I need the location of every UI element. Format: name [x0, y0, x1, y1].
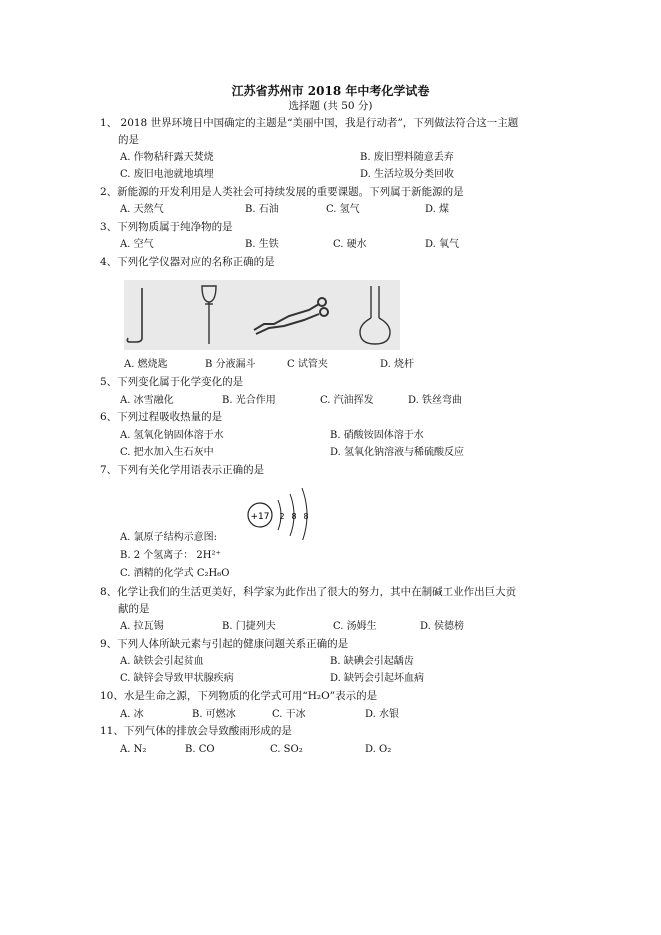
option-b: B. 石油	[245, 204, 279, 215]
option-b: B. 生铁	[245, 239, 279, 250]
option-d: D. 氧气	[425, 239, 460, 250]
option-d: D. 氢氧化钠溶液与稀硫酸反应	[330, 447, 465, 458]
question-stem: 10、水是生命之源，下列物质的化学式可用“H₂O”表示的是	[100, 690, 378, 702]
question-stem: 4、下列化学仪器对应的名称正确的是	[100, 256, 275, 268]
question-stem: 1、 2018 世界环境日中国确定的主题是“美丽中国，我是行动者”，下列做法符合这一主题	[100, 117, 519, 129]
shell-electrons-3: 8	[303, 512, 309, 521]
option-c: C. 缺锌会导致甲状腺疾病	[120, 673, 234, 684]
exam-title: 江苏省苏州市 2018 年中考化学试卷	[231, 84, 430, 98]
lab-instruments-drawing	[124, 280, 400, 350]
option-d: D. 烧杆	[380, 359, 415, 370]
question-stem: 11、下列气体的排放会导致酸雨形成的是	[100, 725, 292, 737]
question-stem-continued: 献的是	[118, 603, 150, 615]
option-a: A. 空气	[120, 239, 154, 250]
option-d: D. 侯德榜	[420, 621, 465, 632]
lab-instruments-figure	[124, 280, 400, 350]
option-a: A. 冰	[120, 709, 144, 720]
option-c: C. SO₂	[270, 744, 303, 755]
option-c: C. 硬水	[333, 239, 367, 250]
option-d: D. 煤	[425, 204, 450, 215]
shell-electrons-1: 2	[279, 512, 285, 521]
option-a: A. 氯原子结构示意图:	[120, 532, 217, 543]
option-c: C. 汽油挥发	[320, 395, 374, 406]
chlorine-atom-diagram	[240, 480, 320, 540]
separatory-funnel-icon	[202, 286, 216, 344]
option-a: A. N₂	[120, 744, 147, 755]
option-d: D. 铁丝弯曲	[408, 395, 463, 406]
option-c: C. 氢气	[326, 204, 360, 215]
option-a: A. 冰雪融化	[120, 395, 174, 406]
combustion-spoon-icon	[127, 288, 142, 342]
nucleus-charge: +17	[250, 512, 270, 522]
question-stem: 9、下列人体所缺元素与引起的健康问题关系正确的是	[100, 638, 349, 650]
option-a: A. 氢氧化钠固体溶于水	[120, 430, 224, 441]
option-d: D. 生活垃圾分类回收	[360, 169, 455, 180]
option-c: C. 汤姆生	[333, 621, 377, 632]
option-a: A. 天然气	[120, 204, 164, 215]
question-stem: 5、下列变化属于化学变化的是	[100, 376, 244, 388]
option-b: B. 废旧塑料随意丢弃	[360, 152, 454, 163]
option-d: D. 水银	[365, 709, 400, 720]
option-b: B. 2 个氢离子： 2H²⁺	[120, 550, 221, 561]
option-a: A. 燃烧匙	[124, 359, 168, 370]
option-c: C 试管夹	[287, 359, 328, 370]
option-a: A. 缺铁会引起贫血	[120, 656, 204, 667]
question-stem: 7、下列有关化学用语表示正确的是	[100, 464, 265, 476]
question-stem: 8、化学让我们的生活更美好，科学家为此作出了很大的努力，其中在制碱工业作出巨大贡	[100, 586, 517, 598]
option-d: D. 缺钙会引起坏血病	[330, 673, 425, 684]
question-stem-continued: 的是	[118, 134, 139, 146]
test-tube-holder-icon	[254, 298, 328, 334]
option-b: B. 门捷列夫	[222, 621, 276, 632]
question-stem: 6、下列过程吸收热量的是	[100, 411, 223, 423]
option-b: B. 可燃冰	[192, 709, 236, 720]
option-c: C. 把水加入生石灰中	[120, 447, 214, 458]
option-a: A. 拉瓦锡	[120, 621, 164, 632]
option-b: B. 硝酸铵固体溶于水	[330, 430, 424, 441]
option-b: B. CO	[185, 744, 215, 755]
shell-electrons-2: 8	[291, 512, 297, 521]
option-c: C. 酒精的化学式 C₂H₆O	[120, 568, 230, 579]
question-stem: 3、下列物质属于纯净物的是	[100, 221, 233, 233]
question-stem: 2、新能源的开发利用是人类社会可持续发展的重要课题。下列属于新能源的是	[100, 186, 464, 198]
round-bottom-flask-icon	[360, 286, 390, 344]
option-c: C. 废旧电池就地填埋	[120, 169, 214, 180]
option-b: B. 缺碘会引起龋齿	[330, 656, 414, 667]
section-heading: 选择题 (共 50 分)	[288, 100, 373, 112]
option-d: D. O₂	[365, 744, 392, 755]
option-c: C. 干冰	[272, 709, 306, 720]
option-b: B. 光合作用	[222, 395, 276, 406]
option-b: B 分液漏斗	[205, 359, 256, 370]
option-a: A. 作物秸秆露天焚烧	[120, 152, 214, 163]
